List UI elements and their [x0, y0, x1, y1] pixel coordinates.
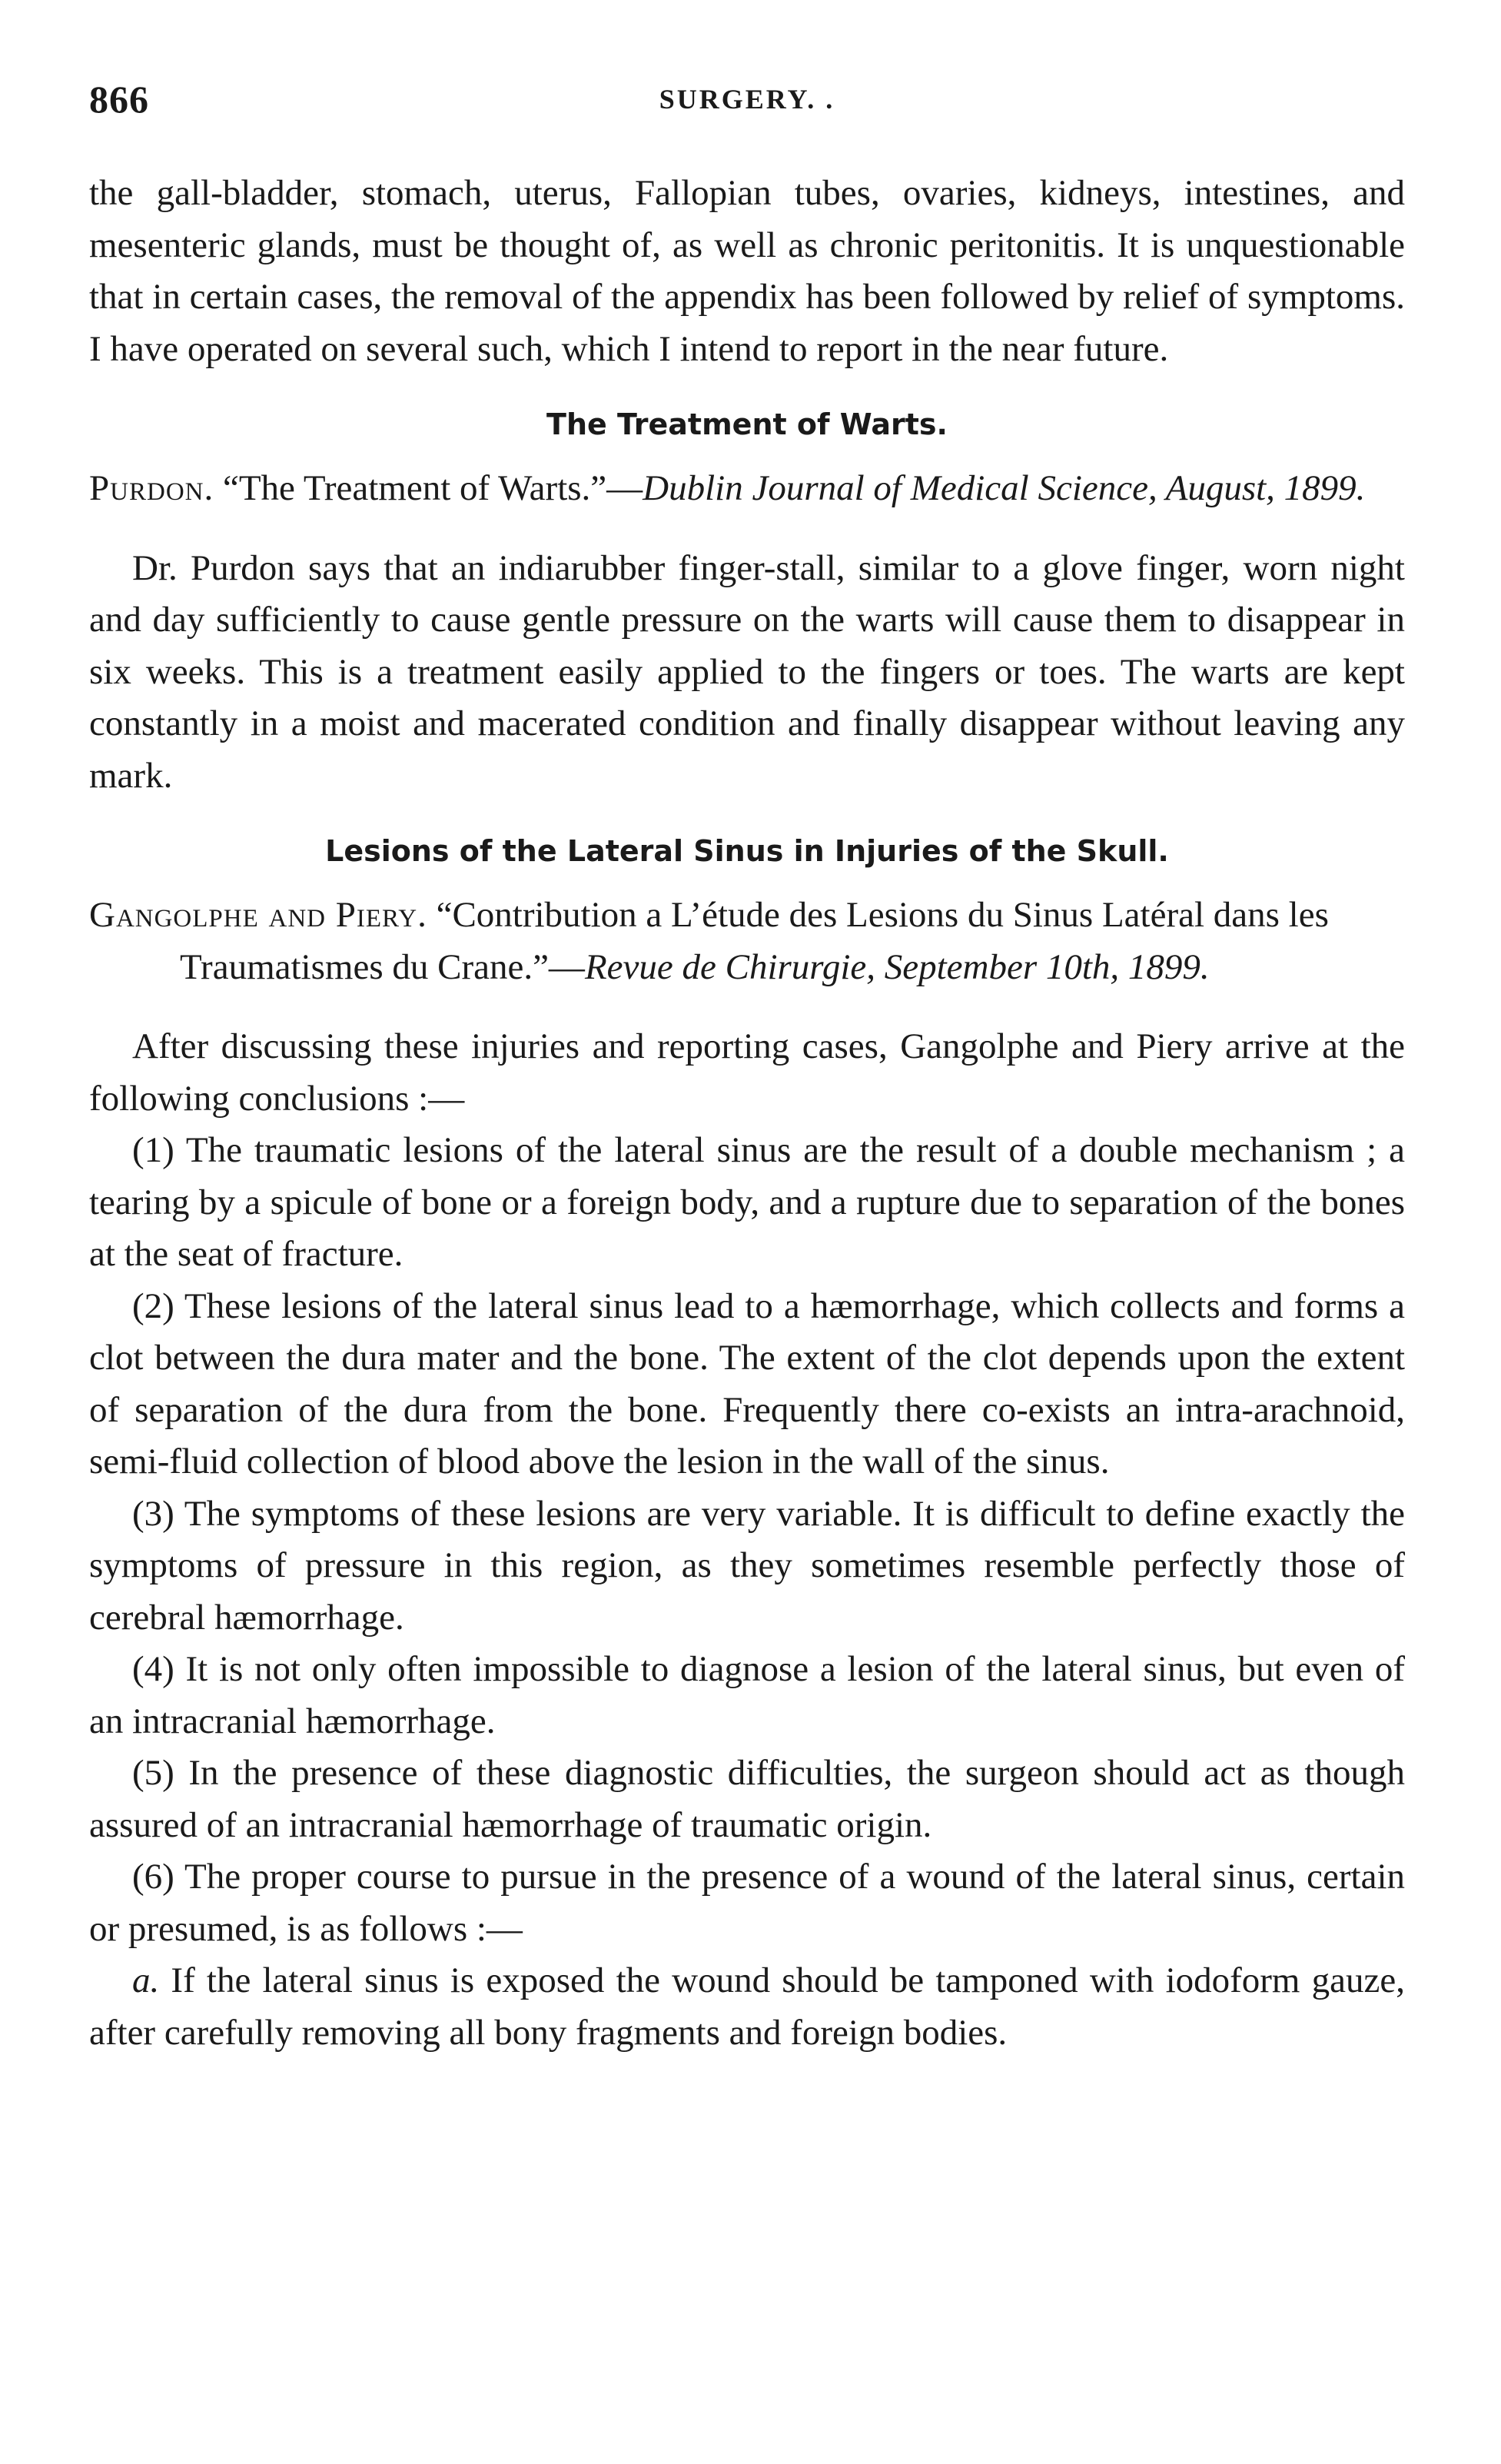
- conclusion-6: (6) The proper course to pursue in the presence of a wound of the lateral sinus, certain or presumed, is as follows :—: [89, 1857, 1405, 1949]
- citation-source: Dublin Journal of Medical Science, August, 1899.: [643, 468, 1366, 508]
- running-title: SURGERY. .: [659, 84, 835, 115]
- conclusion-6a: [89, 1955, 1405, 2059]
- conclusion-1: (1) The traumatic lesions of the lateral sinus are the result of a double mechanism ; a tearing by a spicule of bone or a foreign body, and a rupture due to separation of the bones at the seat of fracture.: [89, 1130, 1405, 1274]
- section-heading-warts: The Treatment of Warts.: [546, 407, 948, 441]
- warts-paragraph: Dr. Purdon says that an indiarubber finger-stall, similar to a glove finger, worn night and day sufficiently to cause gentle pressure on the warts will cause them to disappear in six weeks. This is a treatment easily applied to the fingers or toes. The warts are kept constantly in a moist and macerated condition and finally disappear without leaving any mark.: [89, 547, 1405, 796]
- opening-paragraph: the gall-bladder, stomach, uterus, Fallopian tubes, ovaries, kidneys, intestines, and mesenteric glands, must be thought of, as well as chronic peritonitis. It is unquestionable that in certain cases, the removal of the appendix has been followed by relief of symptoms. I have operated on several such, which I intend to report in the near future.: [89, 173, 1405, 369]
- page-body: [89, 168, 1405, 2059]
- conclusion-2: (2) These lesions of the lateral sinus lead to a hæmorrhage, which collects and forms a clot between the dura mater and the bone. The extent of the clot depends upon the extent of separation of the dura from the bone. Frequently there co-exists an intra-arachnoid, semi-fluid collection of blood above the lesion in the wall of the sinus.: [89, 1285, 1405, 1481]
- running-head: [89, 77, 1405, 123]
- citation-gangolphe-piery: [89, 890, 1405, 993]
- page-number: 866: [89, 78, 149, 121]
- citation-title: “Contribution a L’étude des Lesions du Sinus Latéral dans les Traumatismes du Crane.”—: [180, 895, 1329, 987]
- citation-source: Revue de Chirurgie, September 10th, 1899.: [584, 946, 1210, 987]
- section-heading-lateral-sinus: Lesions of the Lateral Sinus in Injuries of the Skull.: [325, 834, 1169, 868]
- citation-author: Purdon.: [89, 468, 214, 508]
- conclusion-3: (3) The symptoms of these lesions are very variable. It is difficult to define exactly the symptoms of pressure in this region, as they sometimes resemble perfectly those of cerebral hæmorrhage.: [89, 1493, 1405, 1638]
- citation-title: “The Treatment of Warts.”—: [222, 468, 643, 508]
- citation-author: Gangolphe and Piery.: [89, 895, 427, 935]
- lateral-sinus-intro: After discussing these injuries and reporting cases, Gangolphe and Piery arrive at the following conclusions :—: [89, 1026, 1405, 1119]
- conclusion-5: (5) In the presence of these diagnostic difficulties, the surgeon should act as though assured of an intracranial hæmorrhage of traumatic origin.: [89, 1753, 1405, 1845]
- sub-item-marker: a.: [132, 1960, 160, 2000]
- sub-item-text: If the lateral sinus is exposed the wound should be tamponed with iodoform gauze, after carefully removing all bony fragments and foreign bodies.: [89, 1960, 1405, 2053]
- citation-purdon: [89, 463, 1405, 515]
- conclusion-4: (4) It is not only often impossible to diagnose a lesion of the lateral sinus, but even of an intracranial hæmorrhage.: [89, 1649, 1405, 1741]
